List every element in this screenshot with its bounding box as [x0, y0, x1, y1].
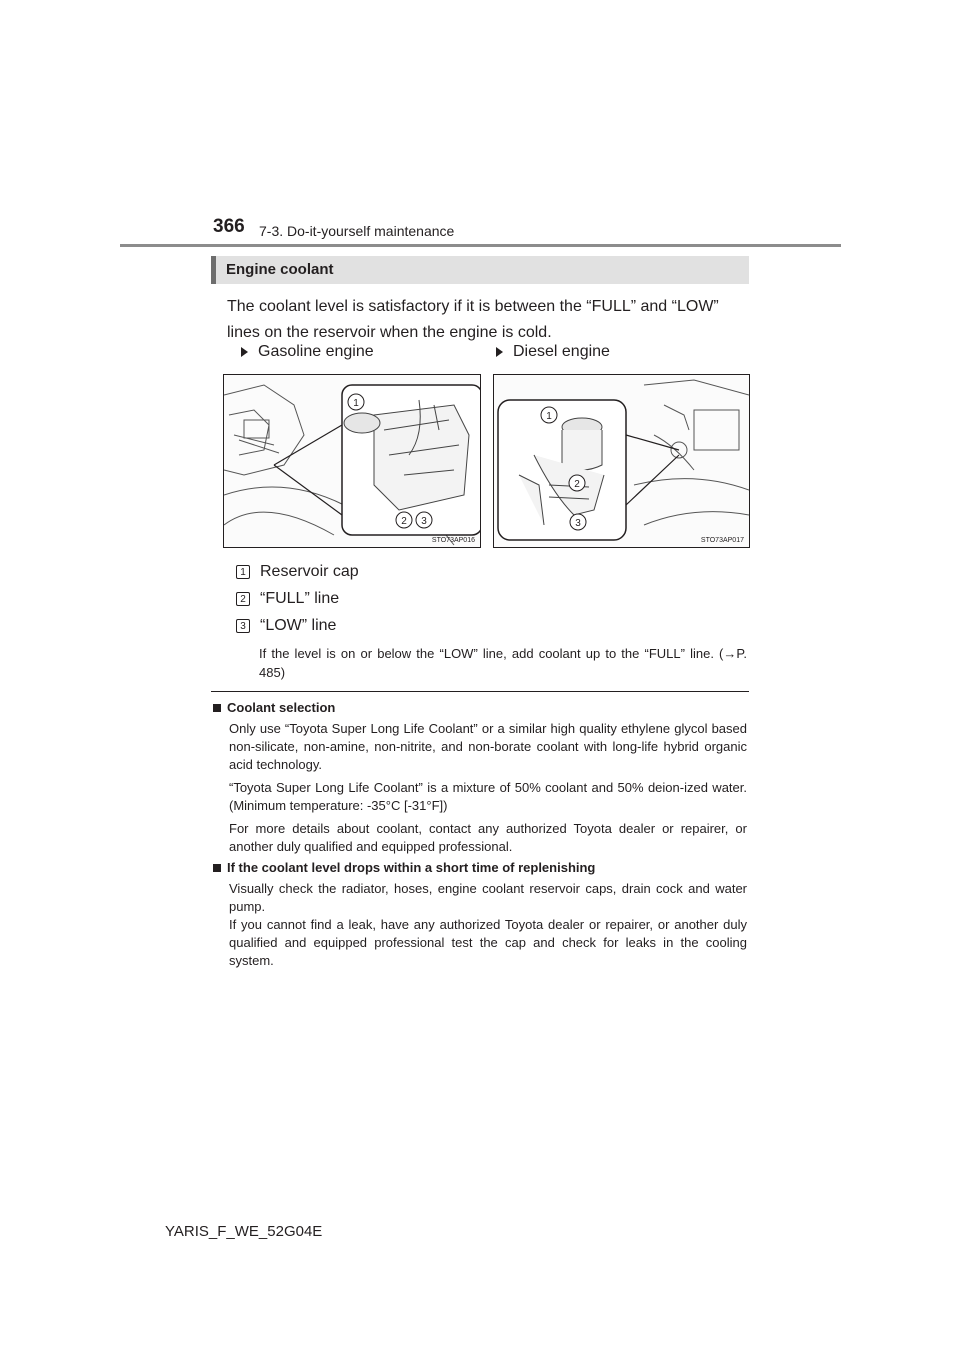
number-1-icon: 1: [236, 565, 250, 579]
figure-code: STO73AP016: [431, 537, 475, 544]
coolant-drop-paragraph-2: If you cannot find a leak, have any authorized Toyota dealer or repairer, or another duly qualified and equipped professional test the cap and check for leaks in the cooling system.: [229, 917, 747, 968]
legend-item-low-line: 3 “LOW” line: [236, 617, 336, 635]
svg-text:1: 1: [546, 411, 552, 422]
coolant-drop-paragraph-1: Visually check the radiator, hoses, engine coolant reservoir caps, drain cock and water pump.: [229, 881, 747, 914]
gasoline-engine-figure: [223, 374, 481, 548]
section-title-bar: [211, 256, 749, 284]
intro-paragraph: The coolant level is satisfactory if it is between the “FULL” and “LOW” lines on the reservoir when the engine is cold.: [227, 298, 719, 341]
number-2-icon: 2: [236, 592, 250, 606]
chapter-title: 7-3. Do-it-yourself maintenance: [259, 223, 455, 239]
svg-text:3: 3: [575, 518, 581, 529]
gasoline-engine-label: Gasoline engine: [241, 343, 374, 361]
legend-item-reservoir-cap: 1 Reservoir cap: [236, 563, 359, 581]
section-title: Engine coolant: [226, 261, 334, 278]
subsection-coolant-drop-title: If the coolant level drops within a short time of replenishing: [213, 860, 595, 875]
coolant-selection-paragraph-1: Only use “Toyota Super Long Life Coolant” or a similar high quality ethylene glycol based non-silicate, non-amine, non-nitrite, and non-borate coolant with long-life hybrid organic acid technology.: [229, 721, 747, 772]
gasoline-engine-illustration: [224, 375, 480, 547]
svg-text:2: 2: [401, 516, 407, 527]
diesel-engine-figure: [493, 374, 750, 548]
diesel-engine-label: Diesel engine: [496, 343, 610, 361]
refill-note: If the level is on or below the “LOW” line, add coolant up to the “FULL” line. (→P. 485): [259, 646, 747, 680]
svg-text:2: 2: [574, 479, 580, 490]
svg-text:1: 1: [353, 398, 359, 409]
square-bullet-icon: [213, 704, 221, 712]
section-divider: [211, 691, 749, 692]
coolant-selection-paragraph-2: “Toyota Super Long Life Coolant” is a mixture of 50% coolant and 50% deion-ized water. (Minimum temperature: -35°C [-31°F]): [229, 780, 747, 813]
figure-code: STO73AP017: [700, 537, 744, 544]
number-3-icon: 3: [236, 619, 250, 633]
triangle-bullet-icon: [496, 347, 503, 357]
triangle-bullet-icon: [241, 347, 248, 357]
subsection-coolant-selection-title: Coolant selection: [213, 700, 335, 715]
svg-text:3: 3: [421, 516, 427, 527]
diesel-engine-illustration: [494, 375, 749, 547]
document-code: YARIS_F_WE_52G04E: [165, 1223, 323, 1240]
square-bullet-icon: [213, 864, 221, 872]
header-rule: [120, 244, 841, 247]
legend-item-full-line: 2 “FULL” line: [236, 590, 339, 608]
page-number: 366: [213, 216, 245, 237]
coolant-selection-paragraph-3: For more details about coolant, contact any authorized Toyota dealer or repairer, or another duly qualified and equipped professional.: [229, 821, 747, 854]
